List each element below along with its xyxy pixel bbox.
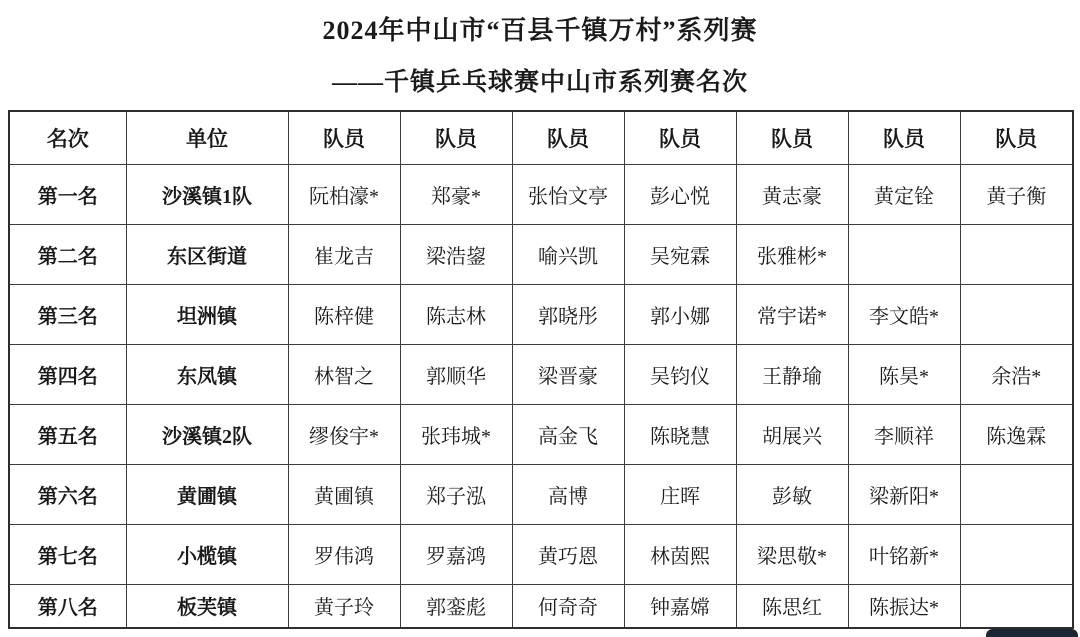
table-row bbox=[9, 164, 1073, 224]
player-cell: 彭敏 bbox=[736, 464, 848, 524]
page-title: 2024年中山市“百县千镇万村”系列赛 bbox=[322, 16, 758, 45]
player-cell: 常宇诺* bbox=[736, 284, 848, 344]
player-cell: 郭銮彪 bbox=[400, 584, 512, 628]
player-cell bbox=[960, 524, 1073, 584]
column-header: 队员 bbox=[288, 111, 400, 164]
column-header: 队员 bbox=[848, 111, 960, 164]
table-row bbox=[9, 284, 1073, 344]
player-cell: 梁晋豪 bbox=[512, 344, 624, 404]
player-cell: 梁思敬* bbox=[736, 524, 848, 584]
player-cell: 陈振达* bbox=[848, 584, 960, 628]
player-cell: 郭小娜 bbox=[624, 284, 736, 344]
unit-cell: 小榄镇 bbox=[126, 524, 288, 584]
player-cell: 庄晖 bbox=[624, 464, 736, 524]
table-row bbox=[9, 224, 1073, 284]
player-cell: 罗伟鸿 bbox=[288, 524, 400, 584]
player-cell bbox=[960, 584, 1073, 628]
rank-cell: 第一名 bbox=[9, 164, 126, 224]
player-cell: 黄子衡 bbox=[960, 164, 1073, 224]
page-subtitle: ——千镇乒乓球赛中山市系列赛名次 bbox=[331, 69, 748, 96]
unit-cell: 东区街道 bbox=[126, 224, 288, 284]
column-header: 名次 bbox=[9, 111, 126, 164]
player-cell: 陈梓健 bbox=[288, 284, 400, 344]
rank-cell: 第五名 bbox=[9, 404, 126, 464]
rank-cell: 第七名 bbox=[9, 524, 126, 584]
player-cell: 彭心悦 bbox=[624, 164, 736, 224]
results-table-body bbox=[9, 164, 1073, 628]
rank-cell: 第四名 bbox=[9, 344, 126, 404]
player-cell: 陈逸霖 bbox=[960, 404, 1073, 464]
player-cell: 陈昊* bbox=[848, 344, 960, 404]
player-cell: 郑豪* bbox=[400, 164, 512, 224]
player-cell: 吴宛霖 bbox=[624, 224, 736, 284]
table-row bbox=[9, 344, 1073, 404]
column-header: 队员 bbox=[400, 111, 512, 164]
player-cell: 黄志豪 bbox=[736, 164, 848, 224]
player-cell: 张怡文亭 bbox=[512, 164, 624, 224]
player-cell bbox=[960, 224, 1073, 284]
player-cell: 陈志林 bbox=[400, 284, 512, 344]
unit-cell: 沙溪镇2队 bbox=[126, 404, 288, 464]
table-row bbox=[9, 524, 1073, 584]
rank-cell: 第六名 bbox=[9, 464, 126, 524]
player-cell: 梁浩鋆 bbox=[400, 224, 512, 284]
player-cell: 喻兴凯 bbox=[512, 224, 624, 284]
table-row bbox=[9, 464, 1073, 524]
unit-cell: 坦洲镇 bbox=[126, 284, 288, 344]
player-cell: 黄定铨 bbox=[848, 164, 960, 224]
column-header: 单位 bbox=[126, 111, 288, 164]
column-header: 队员 bbox=[624, 111, 736, 164]
player-cell: 缪俊宇* bbox=[288, 404, 400, 464]
player-cell: 王静瑜 bbox=[736, 344, 848, 404]
player-cell: 何奇奇 bbox=[512, 584, 624, 628]
player-cell: 李文皓* bbox=[848, 284, 960, 344]
table-row bbox=[9, 584, 1073, 628]
player-cell bbox=[848, 224, 960, 284]
results-table bbox=[8, 110, 1074, 629]
player-cell: 高金飞 bbox=[512, 404, 624, 464]
column-header: 队员 bbox=[512, 111, 624, 164]
player-cell: 梁新阳* bbox=[848, 464, 960, 524]
player-cell: 陈晓慧 bbox=[624, 404, 736, 464]
column-header: 队员 bbox=[960, 111, 1073, 164]
player-cell bbox=[960, 464, 1073, 524]
player-cell: 黄圃镇 bbox=[288, 464, 400, 524]
rank-cell: 第二名 bbox=[9, 224, 126, 284]
player-cell bbox=[960, 284, 1073, 344]
player-cell: 叶铭新* bbox=[848, 524, 960, 584]
player-cell: 陈思红 bbox=[736, 584, 848, 628]
player-cell: 崔龙吉 bbox=[288, 224, 400, 284]
player-cell: 钟嘉嫦 bbox=[624, 584, 736, 628]
player-cell: 胡展兴 bbox=[736, 404, 848, 464]
player-cell: 郭顺华 bbox=[400, 344, 512, 404]
header-row bbox=[9, 111, 1073, 164]
player-cell: 林茵熙 bbox=[624, 524, 736, 584]
player-cell: 高博 bbox=[512, 464, 624, 524]
player-cell: 李顺祥 bbox=[848, 404, 960, 464]
player-cell: 余浩* bbox=[960, 344, 1073, 404]
unit-cell: 东凤镇 bbox=[126, 344, 288, 404]
rank-cell: 第八名 bbox=[9, 584, 126, 628]
player-cell: 张玮城* bbox=[400, 404, 512, 464]
player-cell: 张雅彬* bbox=[736, 224, 848, 284]
player-cell: 黄子玲 bbox=[288, 584, 400, 628]
player-cell: 阮柏濠* bbox=[288, 164, 400, 224]
player-cell: 林智之 bbox=[288, 344, 400, 404]
player-cell: 罗嘉鸿 bbox=[400, 524, 512, 584]
player-cell: 郭晓彤 bbox=[512, 284, 624, 344]
player-cell: 黄巧恩 bbox=[512, 524, 624, 584]
rank-cell: 第三名 bbox=[9, 284, 126, 344]
cropped-overlay-bar bbox=[986, 629, 1078, 637]
unit-cell: 沙溪镇1队 bbox=[126, 164, 288, 224]
column-header: 队员 bbox=[736, 111, 848, 164]
unit-cell: 黄圃镇 bbox=[126, 464, 288, 524]
player-cell: 郑子泓 bbox=[400, 464, 512, 524]
table-row bbox=[9, 404, 1073, 464]
unit-cell: 板芙镇 bbox=[126, 584, 288, 628]
player-cell: 吴钧仪 bbox=[624, 344, 736, 404]
